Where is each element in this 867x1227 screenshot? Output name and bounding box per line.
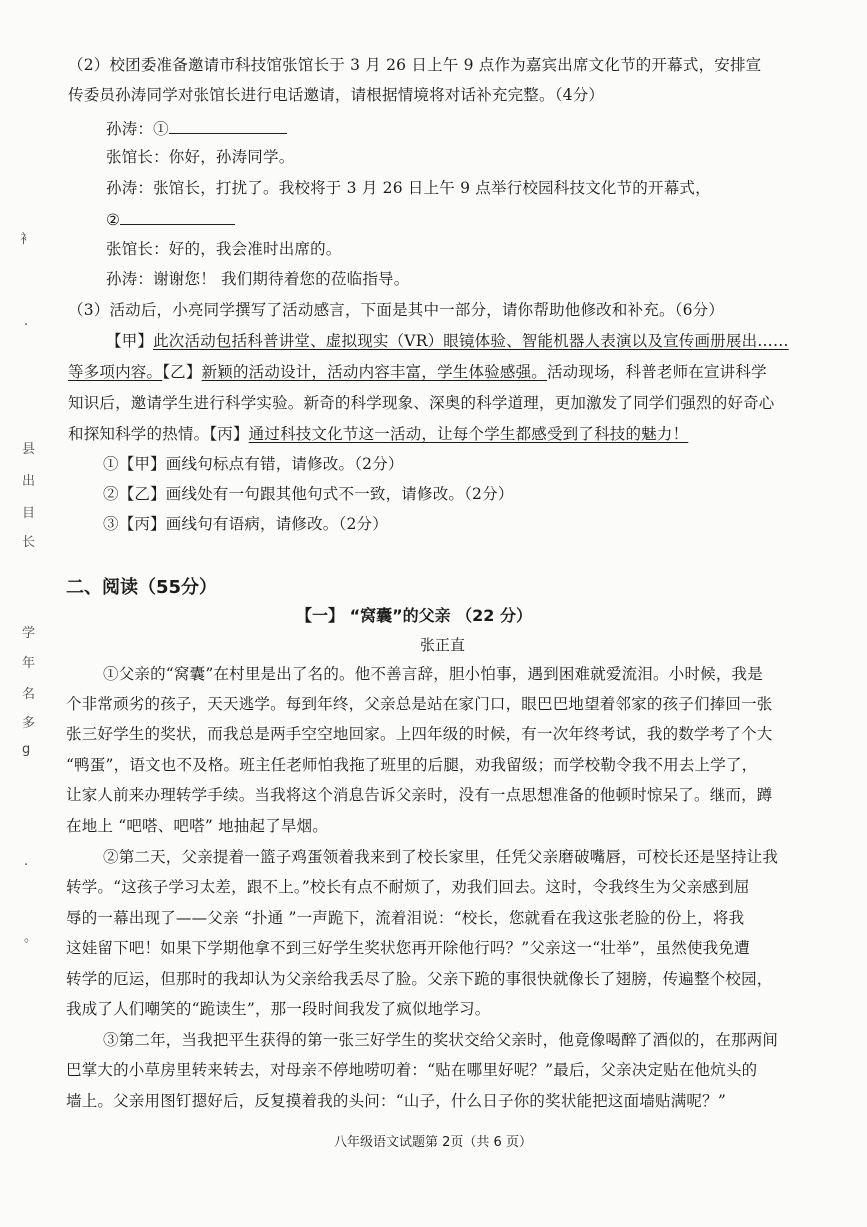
q3-subquestion-1: ①【甲】画线句标点有错，请修改。（2分）	[103, 455, 404, 473]
underlined-sentence-bing: 通过科技文化节这一活动，让每个学生都感受到了科技的魅力！	[248, 425, 689, 443]
q3-subquestion-2: ②【乙】画线处有一句跟其他句式不一致，请修改。（2分）	[103, 485, 514, 503]
margin-mark-12: ·	[24, 858, 29, 873]
tag-bing: 【丙】	[209, 425, 249, 443]
blank-marker-2: ②	[106, 211, 121, 229]
q3-subquestion-3: ③【丙】画线句有语病，请修改。（2分）	[103, 515, 388, 533]
passage-line-9: 辱的一幕出现了——父亲 “扑通 ”一声跪下，流着泪说：“校长，您就看在我这张老脸的份上，将我	[66, 909, 745, 927]
tag-jia: 【甲】	[106, 332, 154, 350]
margin-mark-7: 学	[22, 626, 36, 641]
tag-yi: 【乙】	[162, 363, 202, 381]
passage-line-14: 巴掌大的小草房里转来转去，对母亲不停地唠叨着：“贴在哪里好呢？”最后，父亲决定贴在他炕头的	[66, 1061, 758, 1079]
q3-para-line2-rest: 活动现场，科普老师在宣讲科学	[546, 363, 767, 381]
passage-line-1: ①父亲的“窝囊”在村里是出了名的。他不善言辞，胆小怕事，遇到困难就爱流泪。小时候，我是	[103, 665, 763, 683]
margin-mark-3: 县	[22, 442, 36, 457]
dialogue-line-4	[106, 208, 235, 231]
margin-mark-6: 长	[22, 535, 36, 550]
margin-mark-5: 目	[22, 506, 36, 521]
section-title-reading: 二、阅读（55分）	[66, 577, 218, 598]
q3-para-line2	[68, 361, 767, 383]
passage-line-8: 转学。“这孩子学习太差，跟不上。”校长有点不耐烦了，劝我们回去。这时，令我终生为父亲感到屈	[66, 878, 750, 896]
margin-mark-11: g	[22, 742, 31, 757]
q3-para-line4-pre: 和探知科学的热情。	[68, 425, 210, 443]
dialogue-speaker-sun: 孙涛：①	[106, 120, 169, 138]
margin-mark-9: 名	[22, 687, 36, 702]
q2-line2: 传委员孙涛同学对张馆长进行电话邀请，请根据情境将对话补充完整。（4分）	[68, 86, 605, 104]
passage-line-10: 这娃留下吧！如果下学期他拿不到三好学生奖状您再开除他行吗？”父亲这一“壮举”，虽然使我免遭	[66, 939, 750, 957]
margin-mark-1: 衤	[20, 232, 34, 247]
dialogue-line-2: 张馆长：你好，孙涛同学。	[106, 148, 295, 166]
dialogue-line-3: 孙涛：张馆长，打扰了。我校将于 3 月 26 日上午 9 点举行校园科技文化节的开幕式，	[106, 179, 711, 197]
q3-line1: （3）活动后，小亮同学撰写了活动感言，下面是其中一部分，请你帮助他修改和补充。（6分）	[68, 301, 725, 319]
passage-line-5: 让家人前来办理转学手续。当我将这个消息告诉父亲时，没有一点思想准备的他顿时惊呆了。继而，蹲	[66, 786, 773, 804]
underlined-sentence-yi: 新颖的活动设计，活动内容丰富，学生体验感强。	[201, 363, 547, 381]
passage-title: 【一】 “窝囊”的父亲 （22 分）	[296, 606, 533, 625]
passage-line-4: “鸭蛋”，语文也不及格。班主任老师怕我拖了班里的后腿，劝我留级；而学校勒令我不用去上学了，	[66, 756, 758, 774]
q2-line1: （2）校团委准备邀请市科技馆张馆长于 3 月 26 日上午 9 点作为嘉宾出席文化节的开幕式，安排宣	[68, 56, 762, 74]
passage-line-15: 墙上。父亲用图钉摁好后，反复摸着我的头问：“山子，什么日子你的奖状能把这面墙贴满呢？”	[66, 1092, 726, 1110]
passage-line-12: 我成了人们嘲笑的“跪读生”，那一段时间我发了疯似地学习。	[66, 1000, 491, 1018]
margin-mark-4: 出	[22, 474, 36, 489]
margin-mark-13: 。	[24, 930, 38, 945]
passage-line-2: 个非常顽劣的孩子，天天逃学。每到年终，父亲总是站在家门口，眼巴巴地望着邻家的孩子们捧回一张	[66, 695, 773, 713]
q3-para-line4	[68, 423, 688, 445]
answer-blank-2[interactable]	[120, 208, 235, 225]
passage-line-13: ③第二年，当我把平生获得的第一张三好学生的奖状交给父亲时，他竟像喝醉了酒似的，在那两间	[103, 1031, 779, 1049]
q3-para-line1	[106, 330, 789, 352]
underlined-sentence-jia: 此次活动包括科普讲堂、虚拟现实（VR）眼镜体验、智能机器人表演以及宣传画册展出……	[153, 332, 789, 350]
margin-mark-8: 年	[22, 656, 36, 671]
q3-para-line3: 知识后，邀请学生进行科学实验。新奇的科学现象、深奥的科学道理，更加激发了同学们强烈的好奇心	[68, 394, 775, 412]
dialogue-line-1	[106, 117, 287, 140]
page-footer: 八年级语文试题第 2页（共 6 页）	[334, 1135, 532, 1150]
passage-line-3: 张三好学生的奖状，而我总是两手空空地回家。上四年级的时候，有一次年终考试，我的数学考了个大	[66, 725, 773, 743]
passage-line-6: 在地上 “吧嗒、吧嗒” 地抽起了旱烟。	[66, 817, 329, 835]
passage-author: 张正直	[420, 636, 466, 654]
passage-line-7: ②第二天，父亲提着一篮子鸡蛋领着我来到了校长家里，任凭父亲磨破嘴唇，可校长还是坚持让我	[103, 848, 779, 866]
margin-mark-10: 多	[22, 716, 36, 731]
answer-blank-1[interactable]	[169, 117, 287, 134]
passage-line-11: 转学的厄运，但那时的我却认为父亲给我丢尽了脸。父亲下跪的事很快就像长了翅膀，传遍整个校园，	[66, 970, 773, 988]
dialogue-line-5: 张馆长：好的，我会准时出席的。	[106, 240, 342, 258]
underlined-sentence-jia-end: 等多项内容。	[68, 363, 163, 381]
dialogue-line-6: 孙涛：谢谢您！ 我们期待着您的莅临指导。	[106, 270, 410, 288]
margin-mark-2: ·	[24, 318, 29, 333]
